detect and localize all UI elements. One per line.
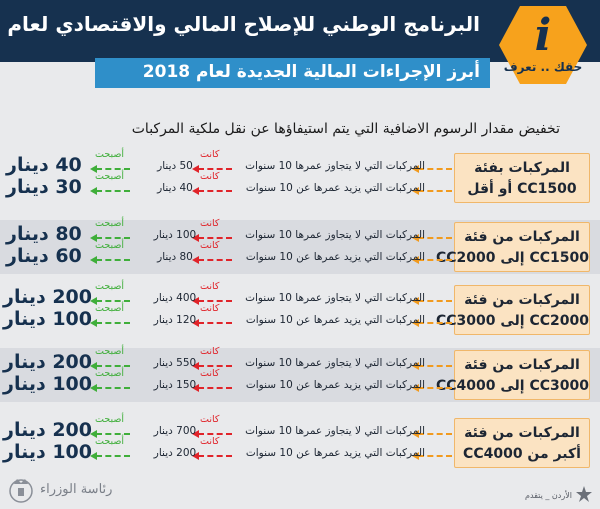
fee-group (0, 151, 600, 205)
was-label: كانت (200, 414, 220, 425)
old-fee: 700 دينار (153, 425, 197, 437)
new-fee: 200 دينار (3, 419, 92, 441)
category-range: CC1500 أو أقل (467, 181, 577, 197)
page-title: البرنامج الوطني للإصلاح المالي والاقتصادي لعام (7, 12, 480, 36)
vehicle-age-description: المركبات التي يزيد عمرها عن 10 سنوات (245, 379, 425, 391)
became-label: أصبحت (95, 414, 125, 425)
category-range: CC3000 إلى CC4000 (436, 378, 589, 394)
old-fee: 50 دينار (157, 160, 193, 172)
badge-label: حقك .. تعرف (503, 60, 583, 74)
subtitle-bar (95, 58, 490, 88)
new-fee: 100 دينار (3, 441, 92, 463)
category-title: المركبات من فئة (464, 357, 580, 373)
vehicle-age-description: المركبات التي لا يتجاوز عمرها 10 سنوات (245, 425, 425, 437)
was-label: كانت (200, 368, 220, 379)
vehicle-age-description: المركبات التي لا يتجاوز عمرها 10 سنوات (245, 292, 425, 304)
new-fee: 80 دينار (6, 223, 82, 245)
green-arrow-icon (96, 365, 130, 367)
became-label: أصبحت (95, 218, 125, 229)
vehicle-age-description: المركبات التي يزيد عمرها عن 10 سنوات (245, 447, 425, 459)
star-icon (576, 486, 592, 502)
was-label: كانت (200, 436, 220, 447)
new-fee: 100 دينار (3, 308, 92, 330)
was-label: كانت (200, 149, 220, 160)
fee-group (0, 416, 600, 470)
green-arrow-icon (96, 387, 130, 389)
page-subtitle: أبرز الإجراءات المالية الجديدة لعام 2018 (142, 62, 480, 82)
was-label: كانت (200, 171, 220, 182)
category-title: المركبات من فئة (464, 425, 580, 441)
became-label: أصبحت (95, 149, 125, 160)
fee-row (0, 171, 600, 201)
category-range: أكبر من CC4000 (463, 446, 581, 462)
fee-group (0, 220, 600, 274)
green-arrow-icon (96, 433, 130, 435)
category-range: CC1500 إلى CC2000 (436, 250, 589, 266)
green-arrow-icon (96, 322, 130, 324)
category-range: CC2000 إلى CC3000 (436, 313, 589, 329)
vehicle-age-description: المركبات التي يزيد عمرها عن 10 سنوات (245, 251, 425, 263)
fee-row (0, 240, 600, 270)
green-arrow-icon (96, 300, 130, 302)
old-fee: 150 دينار (153, 379, 197, 391)
footer-slogan: الأردن _ يتقدم (524, 491, 572, 500)
became-label: أصبحت (95, 171, 125, 182)
fee-row (0, 368, 600, 398)
old-fee: 40 دينار (157, 182, 193, 194)
fee-row (0, 303, 600, 333)
vehicle-age-description: المركبات التي لا يتجاوز عمرها 10 سنوات (245, 229, 425, 241)
became-label: أصبحت (95, 436, 125, 447)
new-fee: 30 دينار (6, 176, 82, 198)
became-label: أصبحت (95, 240, 125, 251)
new-fee: 200 دينار (3, 286, 92, 308)
vehicle-age-description: المركبات التي لا يتجاوز عمرها 10 سنوات (245, 357, 425, 369)
was-label: كانت (200, 303, 220, 314)
vehicle-age-description: المركبات التي يزيد عمرها عن 10 سنوات (245, 182, 425, 194)
became-label: أصبحت (95, 303, 125, 314)
fee-group (0, 348, 600, 402)
green-arrow-icon (96, 237, 130, 239)
category-title: المركبات من فئة (464, 292, 580, 308)
old-fee: 100 دينار (153, 229, 197, 241)
category-title: المركبات من فئة (464, 229, 580, 245)
fee-row (0, 436, 600, 466)
was-label: كانت (200, 240, 220, 251)
pm-logo-text: رئاسة الوزراء (40, 482, 113, 497)
new-fee: 40 دينار (6, 154, 82, 176)
info-icon: i (534, 10, 552, 61)
old-fee: 550 دينار (153, 357, 197, 369)
old-fee: 400 دينار (153, 292, 197, 304)
was-label: كانت (200, 281, 220, 292)
became-label: أصبحت (95, 281, 125, 292)
green-arrow-icon (96, 259, 130, 261)
old-fee: 80 دينار (157, 251, 193, 263)
green-arrow-icon (96, 455, 130, 457)
section-heading: تخفيض مقدار الرسوم الاضافية التي يتم استيفاؤها عن نقل ملكية المركبات (131, 121, 560, 137)
old-fee: 200 دينار (153, 447, 197, 459)
became-label: أصبحت (95, 368, 125, 379)
new-fee: 60 دينار (6, 245, 82, 267)
was-label: كانت (200, 346, 220, 357)
green-arrow-icon (96, 168, 130, 170)
crown-emblem-icon (6, 474, 36, 504)
info-badge (497, 4, 589, 86)
vehicle-age-description: المركبات التي لا يتجاوز عمرها 10 سنوات (245, 160, 425, 172)
vehicle-age-description: المركبات التي يزيد عمرها عن 10 سنوات (245, 314, 425, 326)
new-fee: 100 دينار (3, 373, 92, 395)
old-fee: 120 دينار (153, 314, 197, 326)
was-label: كانت (200, 218, 220, 229)
became-label: أصبحت (95, 346, 125, 357)
green-arrow-icon (96, 190, 130, 192)
fee-group (0, 283, 600, 337)
new-fee: 200 دينار (3, 351, 92, 373)
category-title: المركبات بفئة (474, 160, 570, 176)
